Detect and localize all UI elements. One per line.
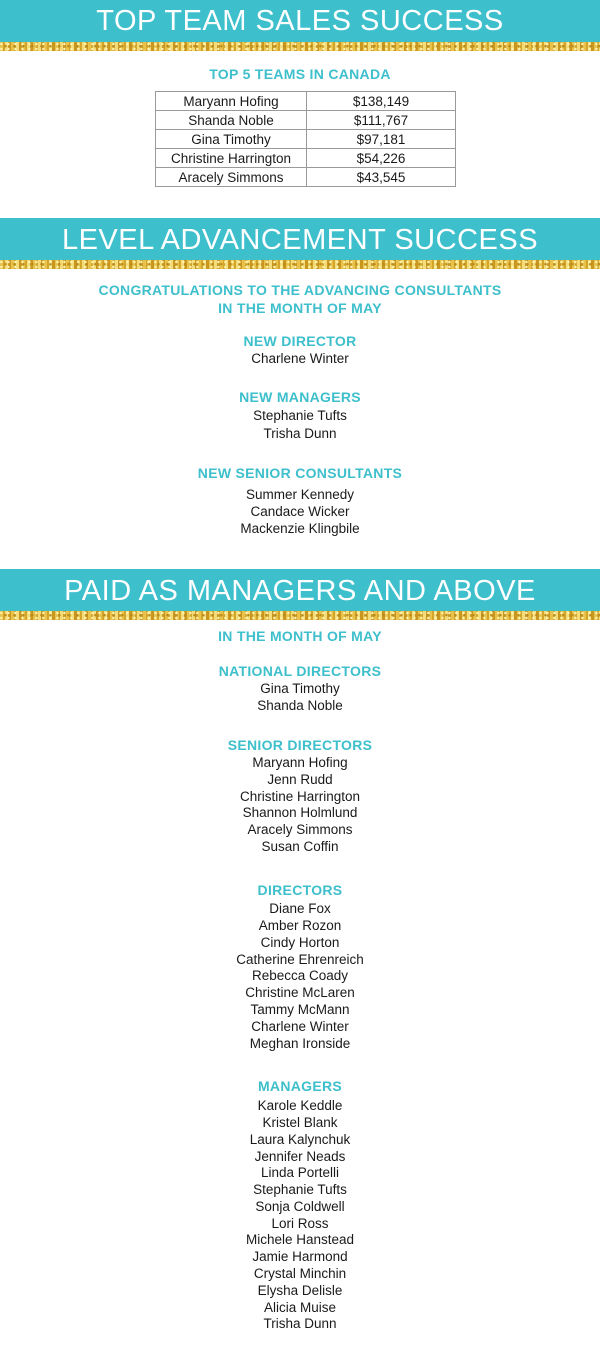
person-name: Shanda Noble bbox=[257, 698, 343, 713]
person-name: Karole Keddle bbox=[257, 1098, 343, 1113]
paid-banner bbox=[0, 569, 600, 611]
person-name: Mackenzie Klingbile bbox=[240, 521, 360, 536]
advancement-intro-line1: CONGRATULATIONS TO THE ADVANCING CONSULTANTS bbox=[98, 282, 502, 298]
team-name: Aracely Simmons bbox=[156, 168, 307, 187]
sales-table bbox=[155, 91, 456, 187]
gold-glitter-divider bbox=[0, 260, 600, 269]
gold-glitter-divider bbox=[0, 42, 600, 51]
group-title: MANAGERS bbox=[257, 1078, 343, 1094]
person-name: Summer Kennedy bbox=[245, 487, 355, 502]
person-name: Crystal Minchin bbox=[253, 1266, 347, 1281]
person-name: Amber Rozon bbox=[258, 918, 342, 933]
sales-subheading: TOP 5 TEAMS IN CANADA bbox=[209, 66, 391, 82]
person-name: Linda Portelli bbox=[260, 1165, 340, 1180]
person-name: Kristel Blank bbox=[262, 1115, 338, 1130]
person-name: Sonja Coldwell bbox=[255, 1199, 345, 1214]
person-name: Cindy Horton bbox=[260, 935, 340, 950]
group-title: SENIOR DIRECTORS bbox=[227, 737, 373, 753]
person-name: Christine McLaren bbox=[245, 985, 355, 1000]
team-amount: $138,149 bbox=[307, 92, 456, 111]
team-amount: $54,226 bbox=[307, 149, 456, 168]
paid-banner-title: PAID AS MANAGERS AND ABOVE bbox=[64, 575, 536, 607]
team-name: Maryann Hofing bbox=[156, 92, 307, 111]
person-name: Meghan Ironside bbox=[249, 1036, 351, 1051]
table-row bbox=[156, 149, 456, 168]
person-name: Shannon Holmlund bbox=[242, 805, 358, 820]
table-row bbox=[156, 168, 456, 187]
advancement-banner bbox=[0, 218, 600, 260]
person-name: Jennifer Neads bbox=[254, 1149, 346, 1164]
group-title: NATIONAL DIRECTORS bbox=[218, 663, 382, 679]
table-row bbox=[156, 130, 456, 149]
person-name: Charlene Winter bbox=[251, 351, 349, 366]
sales-banner bbox=[0, 0, 600, 42]
team-name: Shanda Noble bbox=[156, 111, 307, 130]
person-name: Laura Kalynchuk bbox=[249, 1132, 351, 1147]
person-name: Stephanie Tufts bbox=[253, 1182, 347, 1197]
person-name: Elysha Delisle bbox=[257, 1283, 343, 1298]
team-amount: $111,767 bbox=[307, 111, 456, 130]
person-name: Jenn Rudd bbox=[267, 772, 333, 787]
person-name: Michele Hanstead bbox=[245, 1232, 355, 1247]
table-row bbox=[156, 92, 456, 111]
team-name: Gina Timothy bbox=[156, 130, 307, 149]
advancement-intro-line2: IN THE MONTH OF MAY bbox=[218, 300, 382, 316]
person-name: Stephanie Tufts bbox=[253, 408, 347, 423]
person-name: Diane Fox bbox=[269, 901, 331, 916]
paid-intro: IN THE MONTH OF MAY bbox=[218, 628, 382, 644]
person-name: Candace Wicker bbox=[250, 504, 350, 519]
team-amount: $97,181 bbox=[307, 130, 456, 149]
group-title: NEW SENIOR CONSULTANTS bbox=[197, 465, 403, 481]
person-name: Aracely Simmons bbox=[247, 822, 353, 837]
person-name: Jamie Harmond bbox=[252, 1249, 348, 1264]
team-name: Christine Harrington bbox=[156, 149, 307, 168]
group-title: NEW DIRECTOR bbox=[243, 333, 357, 349]
person-name: Trisha Dunn bbox=[263, 1316, 337, 1331]
advancement-banner-title: LEVEL ADVANCEMENT SUCCESS bbox=[61, 224, 539, 256]
person-name: Lori Ross bbox=[271, 1216, 329, 1231]
person-name: Trisha Dunn bbox=[263, 426, 337, 441]
sales-banner-title: TOP TEAM SALES SUCCESS bbox=[96, 5, 504, 37]
person-name: Rebecca Coady bbox=[251, 968, 349, 983]
person-name: Susan Coffin bbox=[261, 839, 339, 854]
person-name: Christine Harrington bbox=[239, 789, 361, 804]
person-name: Charlene Winter bbox=[251, 1019, 349, 1034]
person-name: Maryann Hofing bbox=[252, 755, 348, 770]
gold-glitter-divider bbox=[0, 611, 600, 620]
group-title: NEW MANAGERS bbox=[239, 389, 361, 405]
person-name: Tammy McMann bbox=[250, 1002, 350, 1017]
group-title: DIRECTORS bbox=[257, 882, 343, 898]
table-row bbox=[156, 111, 456, 130]
team-amount: $43,545 bbox=[307, 168, 456, 187]
person-name: Gina Timothy bbox=[260, 681, 340, 696]
person-name: Alicia Muise bbox=[263, 1300, 337, 1315]
person-name: Catherine Ehrenreich bbox=[236, 952, 364, 967]
